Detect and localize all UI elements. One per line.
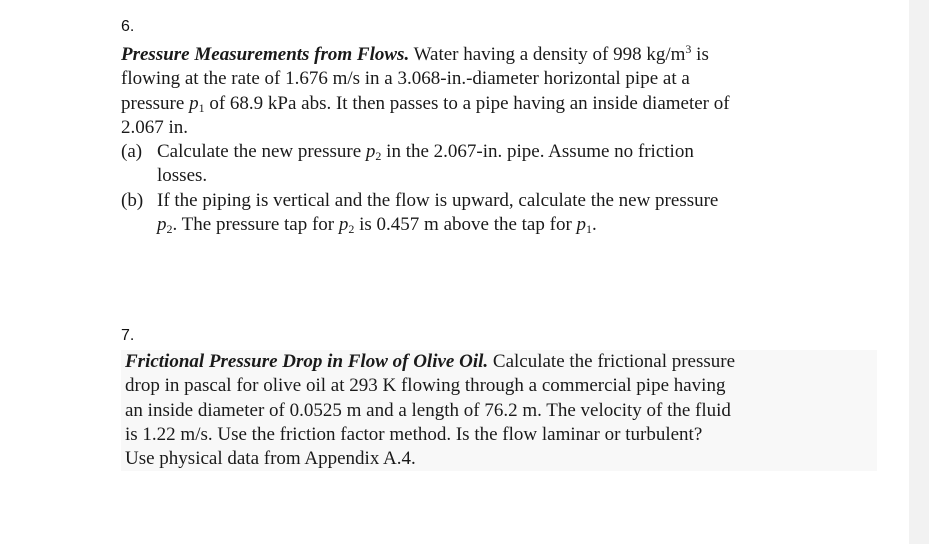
text-fragment: If the piping is vertical and the flow is upward, calculate the new pressure [157, 189, 719, 211]
text-fragment: . The pressure tap for [172, 214, 339, 236]
part-b-line-1 [121, 189, 871, 213]
problem-7-text [121, 350, 877, 471]
problem-7-line-3: an inside diameter of 0.0525 m and a length of 76.2 m. The velocity of the fluid [125, 399, 731, 421]
problem-7-title: Frictional Pressure Drop in Flow of Olive Oil. [125, 351, 489, 372]
text-fragment: is 0.457 m above the tap for [354, 214, 577, 236]
variable-p: p [157, 214, 167, 236]
variable-p: p [189, 92, 199, 114]
variable-p: p [338, 214, 349, 236]
text-fragment: of 68.9 kPa abs. It then passes to a pipe having an inside diameter of [204, 92, 730, 114]
problem-6-intro-tail: is [691, 44, 709, 65]
unit-superscript: 3 [685, 42, 692, 56]
problem-6-text [121, 43, 871, 237]
problem-6-line-4: 2.067 in. [121, 116, 189, 138]
problem-7-line-5: Use physical data from Appendix A.4. [125, 448, 416, 470]
subscript: 2 [166, 222, 173, 237]
problem-6-intro: Water having a density of 998 kg/m [409, 44, 686, 65]
part-a-line-1 [121, 140, 871, 164]
problem-7-number: 7. [121, 327, 135, 344]
problem-7-line-1 [125, 350, 877, 374]
text-fragment: Calculate the frictional pressure [488, 351, 736, 372]
text-fragment: . [592, 214, 597, 236]
subscript: 2 [348, 222, 355, 237]
problem-7-line-2: drop in pascal for olive oil at 293 K flowing through a commercial pipe having [125, 375, 726, 397]
subscript: 1 [198, 100, 205, 115]
problem-6-line-1 [121, 43, 871, 67]
problem-7-line-4: is 1.22 m/s. Use the friction factor method. Is the flow laminar or turbulent? [125, 423, 703, 445]
problem-6-title: Pressure Measurements from Flows. [121, 44, 410, 65]
part-b-line-2 [121, 213, 871, 237]
right-margin-strip [909, 0, 929, 544]
variable-p: p [576, 214, 587, 236]
part-a-label: (a) [121, 141, 143, 163]
variable-p: p [365, 141, 376, 163]
text-fragment: Calculate the new pressure [157, 141, 366, 163]
problem-6-line-3 [121, 92, 871, 116]
subscript: 1 [586, 222, 593, 237]
text-fragment: in the 2.067-in. pipe. Assume no friction [381, 141, 694, 163]
part-a-line-2: losses. [157, 165, 208, 187]
problem-6-number: 6. [121, 18, 135, 35]
problem-6-line-2: flowing at the rate of 1.676 m/s in a 3.068-in.-diameter horizontal pipe at a [121, 68, 690, 90]
text-fragment: pressure [121, 92, 190, 114]
part-b-label: (b) [121, 189, 144, 211]
subscript: 2 [375, 149, 382, 164]
